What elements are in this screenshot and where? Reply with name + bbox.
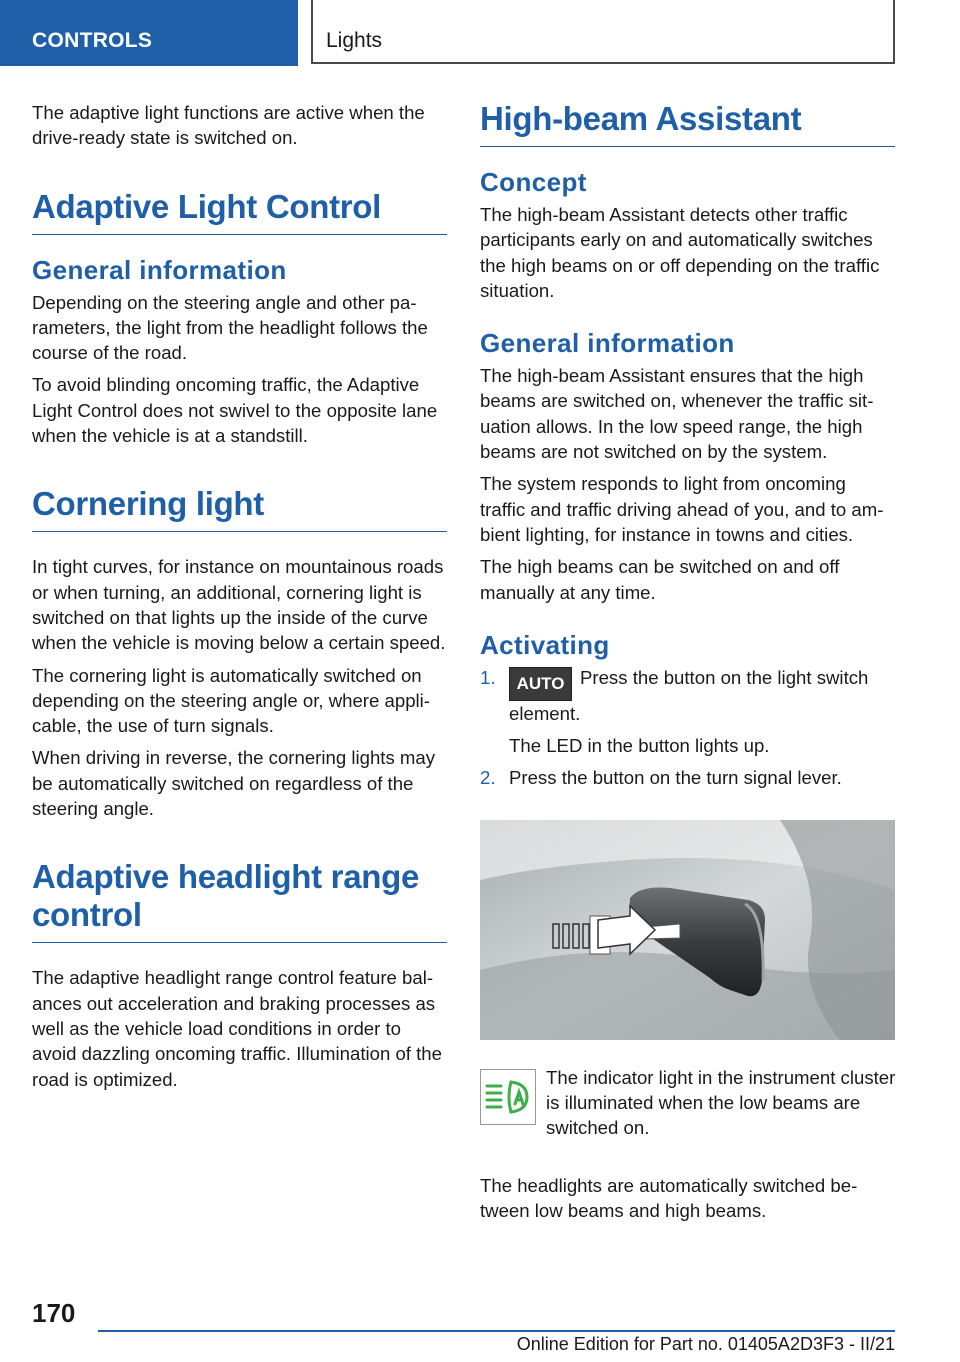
hb-general-paragraph-3: The high beams can be switched on and off manually at any time. bbox=[480, 556, 840, 603]
activating-heading: Activating bbox=[480, 629, 610, 660]
step-2 bbox=[480, 765, 895, 790]
step-1-number: 1. bbox=[480, 666, 496, 688]
step-1-sub: The LED in the button lights up. bbox=[509, 735, 770, 757]
step-2-text: Press the button on the turn signal lever. bbox=[509, 767, 842, 789]
header-section-tab bbox=[0, 0, 298, 66]
cornering-paragraph-2: The cornering light is automatically switched on depending on the steering angle or, where applicable, the use of turn signals. bbox=[32, 664, 430, 737]
range-control-paragraph: The adaptive headlight range control feature balances out acceleration and braking processes as well as the vehicle load conditions in order to avoid dazzling oncoming traffic. Illumination of the road is optimized. bbox=[32, 967, 442, 1090]
footer-edition: Online Edition for Part no. 01405A2D3F3 - II/21 bbox=[516, 1334, 895, 1354]
intro-paragraph: The adaptive light functions are active when the drive-ready state is switched on. bbox=[32, 102, 425, 149]
auto-button-icon: AUTO bbox=[509, 667, 572, 701]
step-1-text: Press the button on the light switch element. bbox=[509, 666, 869, 724]
alc-heading: Adaptive Light Control bbox=[32, 188, 447, 235]
hb-general-heading: General information bbox=[480, 328, 735, 359]
hb-general-paragraph-2: The system responds to light from oncoming traffic and traffic driving ahead of you, and to ambient lighting, for instance in towns and cities. bbox=[480, 473, 884, 545]
high-beam-heading: High-beam Assistant bbox=[480, 100, 895, 147]
concept-paragraph: The high-beam Assistant detects other traffic participants early on and automatically switches the high beams on or off depending on the traffic situation. bbox=[480, 204, 880, 301]
page-number: 170 bbox=[32, 1298, 76, 1328]
left-column bbox=[32, 100, 447, 1099]
header-chapter-label: Lights bbox=[326, 29, 383, 52]
footer-divider bbox=[98, 1330, 895, 1332]
alc-paragraph-2: To avoid blinding oncoming traffic, the Adaptive Light Control does not swivel to the opposite lane when the vehicle is at a standstill. bbox=[32, 374, 438, 447]
hb-general-paragraph-1: The high-beam Assistant ensures that the high beams are switched on, whenever the traffic situation allows. In the low speed range, the high beams are not switched on by the system. bbox=[480, 365, 874, 463]
final-paragraph: The headlights are automatically switched between low beams and high beams. bbox=[480, 1174, 858, 1222]
step-1 bbox=[480, 665, 895, 759]
concept-heading: Concept bbox=[480, 167, 587, 197]
header-section-label: CONTROLS bbox=[32, 29, 153, 52]
header-chapter-box bbox=[311, 0, 895, 64]
step-2-number: 2. bbox=[480, 767, 496, 789]
cornering-paragraph-3: When driving in reverse, the cornering lights may be automatically switched on regardless of the steering angle. bbox=[32, 747, 436, 820]
cornering-paragraph-1: In tight curves, for instance on mountainous roads or when turning, an additional, cornering light is switched on that lights up the inside of the curve when the vehicle is moving below a certain speed. bbox=[32, 556, 446, 654]
indicator-note bbox=[480, 1065, 895, 1161]
activating-steps bbox=[480, 665, 895, 791]
alc-general-heading: General information bbox=[32, 254, 287, 285]
indicator-text: The indicator light in the instrument cluster is illuminated when the low beams are switched on. bbox=[546, 1066, 896, 1139]
turn-signal-lever-illustration bbox=[480, 820, 895, 1040]
right-column bbox=[480, 100, 895, 1230]
alc-paragraph-1: Depending on the steering angle and other parameters, the light from the headlight follows the course of the road. bbox=[32, 291, 428, 364]
cornering-heading: Cornering light bbox=[32, 485, 447, 532]
range-control-heading: Adaptive headlight range control bbox=[32, 858, 447, 943]
low-beam-indicator-icon bbox=[480, 1069, 536, 1125]
